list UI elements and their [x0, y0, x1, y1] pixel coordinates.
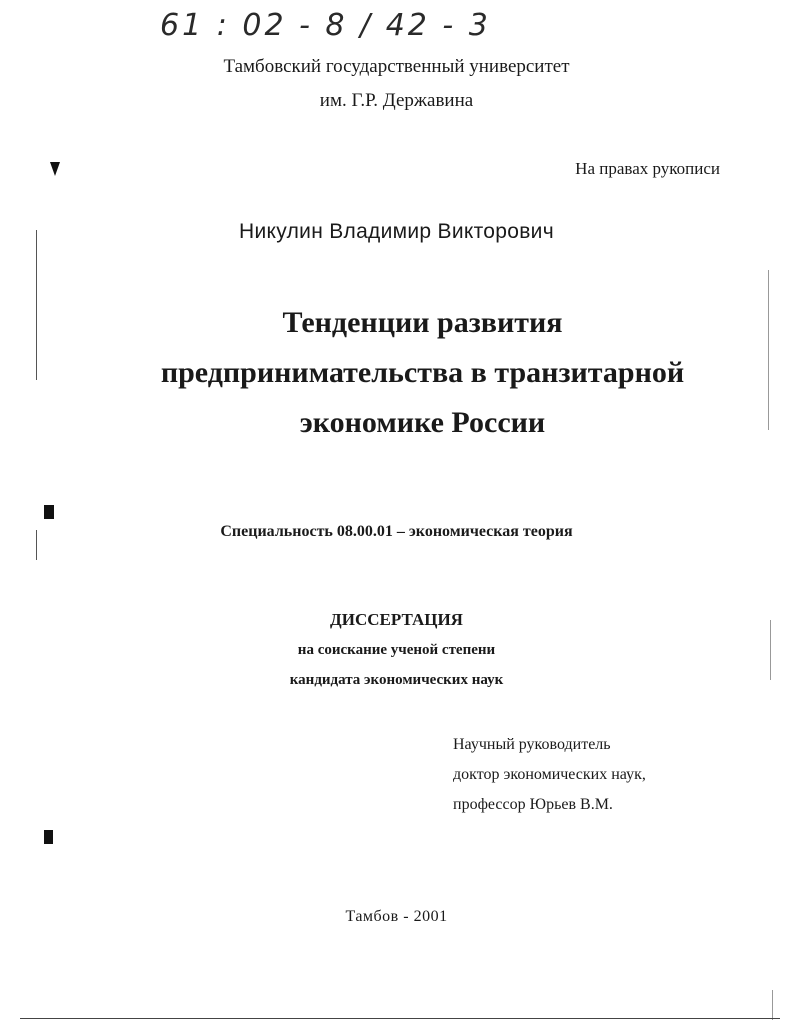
- scan-mark: [50, 162, 60, 176]
- title-line-1: Тенденции развития: [282, 306, 563, 339]
- university-name-line2: им. Г.Р. Державина: [319, 90, 474, 111]
- university-name: Тамбовский государственный университет: [223, 56, 570, 77]
- dissertation-title: [140, 298, 705, 448]
- title-line-3: экономике России: [299, 406, 546, 439]
- title-line-2: предпринимательства в транзитарной: [160, 356, 685, 389]
- archive-code: 61 : 02 - 8 / 42 - 3: [160, 8, 491, 43]
- scan-mark: [44, 830, 53, 844]
- scan-edge-line: [36, 230, 37, 380]
- supervisor-degree: доктор экономических наук,: [453, 766, 646, 783]
- supervisor-block: [453, 730, 646, 820]
- specialty: Специальность 08.00.01 – экономическая теория: [220, 523, 573, 540]
- city-year: Тамбов - 2001: [345, 908, 448, 925]
- dissertation-heading: ДИССЕРТАЦИЯ: [330, 610, 463, 629]
- scan-edge-line: [768, 270, 769, 430]
- rights-note: На правах рукописи: [575, 159, 720, 178]
- scan-edge-line: [20, 1018, 780, 1019]
- degree-line-1: на соискание ученой степени: [297, 642, 496, 658]
- supervisor-label: Научный руководитель: [453, 736, 611, 753]
- scan-mark: [44, 505, 54, 519]
- author-name: Никулин Владимир Викторович: [239, 220, 554, 243]
- supervisor-name: профессор Юрьев В.М.: [453, 796, 613, 813]
- scan-edge-line: [772, 990, 773, 1020]
- degree-line-2: кандидата экономических наук: [289, 672, 504, 688]
